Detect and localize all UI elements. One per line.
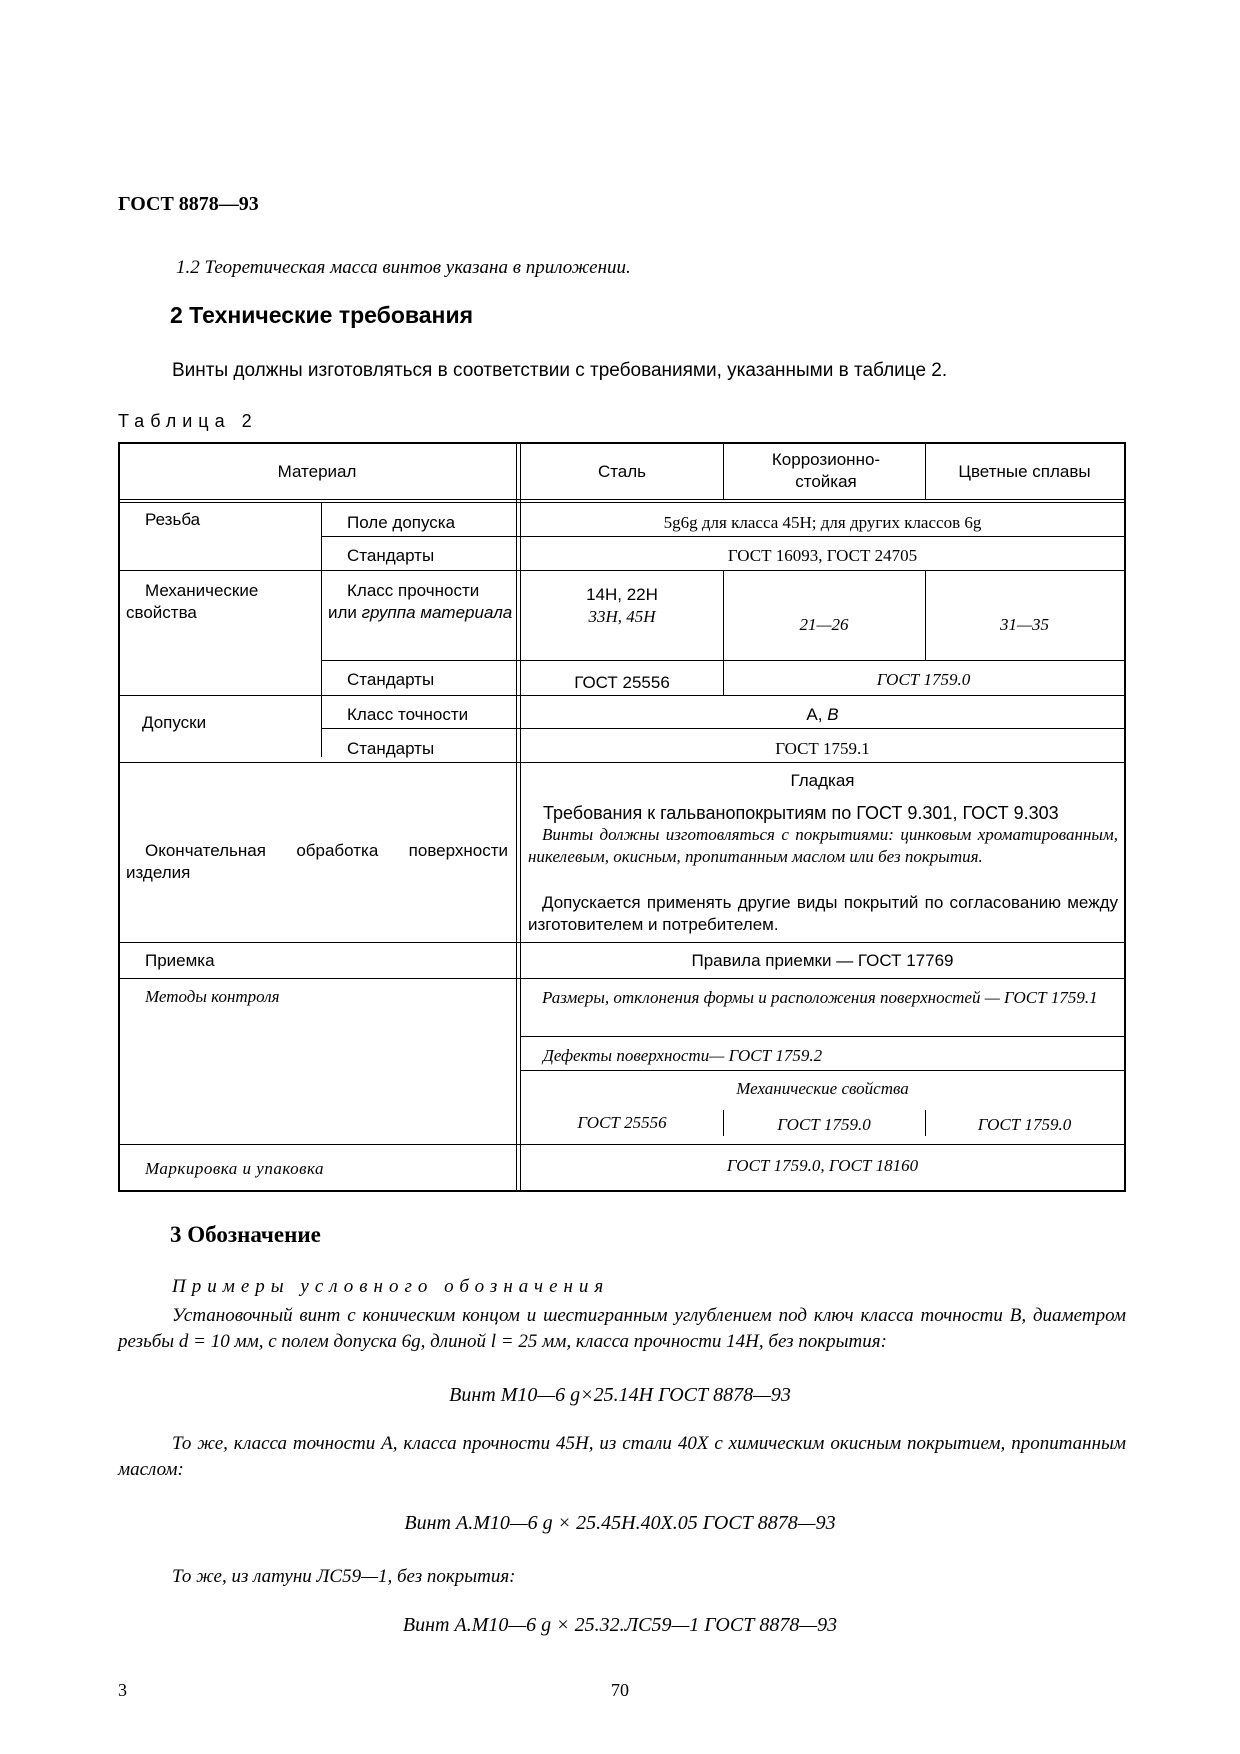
mech-standards-steel: ГОСТ 25556 [574, 673, 670, 692]
col-header-nonferrous: Цветные сплавы [958, 462, 1091, 481]
example-2-text-body: То же, класса точности A, класса прочности 45H, из стали 40Х с химическим окисным покрытием, пропитанным маслом: [118, 1433, 1126, 1480]
section-3-title: 3 Обозначение [170, 1222, 321, 1247]
row-label-control: Методы контроля [145, 987, 280, 1006]
row-label-mechanical [126, 580, 306, 624]
example-3-text: То же, из латуни ЛС59—1, без покрытия: [172, 1566, 516, 1587]
mechanical-label: Механические свойства [126, 581, 259, 622]
table-caption: Таблица 2 [118, 411, 258, 431]
row-label-thread: Резьба [145, 510, 201, 529]
finish-other [528, 892, 1118, 936]
finish-smooth: Гладкая [790, 771, 855, 790]
mech-class-label-3: группа материала [361, 603, 513, 622]
col-header-corrosion: Коррозионно-стойкая [771, 450, 881, 491]
example-1-text [118, 1303, 1126, 1355]
example-2-formula: Винт A.M10—6 g × 25.45H.40X.05 ГОСТ 8878—93 [404, 1512, 836, 1534]
mech-class-label [328, 580, 516, 624]
clause-1-2: 1.2 Теоретическая масса винтов указана в приложении. [176, 257, 631, 278]
col-header-steel: Сталь [597, 462, 647, 481]
mech-steel-2: 33H, 45H [588, 607, 656, 626]
tolerances-accuracy-value [521, 704, 1124, 726]
control-mech-corrosion: ГОСТ 1759.0 [777, 1115, 871, 1134]
section-2-intro: Винты должны изготовляться в соответствии с требованиями, указанными в таблице 2. [172, 360, 948, 381]
tolerances-standards-label: Стандарты [347, 739, 435, 758]
footer-left-number: 3 [118, 1680, 127, 1700]
thread-tol-field-label: Поле допуска [347, 513, 456, 532]
examples-header: Примеры условного обозначения [172, 1276, 610, 1297]
mech-standards-other: ГОСТ 1759.0 [876, 670, 971, 689]
finish-coatings-text: Винты должны изготовляться с покрытиями: цинковым хроматированным, никелевым, окисным, пропитанным маслом или без покрытия. [528, 825, 1118, 866]
example-1-text-body: Установочный винт с коническим концом и шестигранным углублением под ключ класса точности B, диаметром резьбы d = 10 мм, с полем допуска 6g, длиной l = 25 мм, класса прочности 14H, без покрытия: [118, 1305, 1126, 1352]
control-dimensions-text: Размеры, отклонения формы и расположения поверхностей — ГОСТ 1759.1 [542, 988, 1098, 1007]
row-label-acceptance: Приемка [145, 951, 215, 970]
finish-coatings [528, 824, 1118, 868]
section-2-title: 2 Технические требования [170, 302, 473, 328]
row-label-finish [126, 840, 508, 884]
example-2-text [118, 1431, 1126, 1483]
accuracy-a: А, [806, 705, 823, 724]
thread-standards-label: Стандарты [347, 546, 435, 565]
finish-label: Окончательная обработка поверхности изделия [126, 841, 508, 882]
tolerances-accuracy-label: Класс точности [347, 705, 469, 724]
marking-value: ГОСТ 1759.0, ГОСТ 18160 [726, 1156, 919, 1175]
mech-corrosion-value: 21—26 [799, 615, 849, 634]
mech-class-label-2: или [328, 603, 357, 622]
example-3-formula: Винт A.M10—6 g × 25.32.ЛС59—1 ГОСТ 8878—93 [402, 1614, 838, 1636]
control-defects: Дефекты поверхности— ГОСТ 1759.2 [543, 1046, 823, 1065]
acceptance-value: Правила приемки — ГОСТ 17769 [691, 951, 954, 970]
example-1-formula: Винт М10—6 g×25.14H ГОСТ 8878—93 [449, 1384, 791, 1406]
mech-class-label-1: Класс прочности [347, 581, 480, 600]
control-mech-title: Механические свойства [736, 1079, 909, 1098]
requirements-table [118, 442, 1126, 1192]
control-mech-nonferrous: ГОСТ 1759.0 [977, 1115, 1072, 1134]
thread-tol-field-value: 5g6g для класса 45H; для других классов 6g [663, 513, 982, 532]
accuracy-b: B [827, 705, 839, 724]
mech-steel-1: 14H, 22H [586, 585, 658, 604]
row-label-marking: Маркировка и упаковка [145, 1159, 325, 1178]
tolerances-standards-value: ГОСТ 1759.1 [775, 739, 870, 758]
col-header-material: Материал [277, 462, 357, 481]
control-mech-steel: ГОСТ 25556 [577, 1113, 667, 1132]
page-number: 70 [611, 1680, 629, 1700]
row-label-tolerances: Допуски [142, 713, 207, 732]
document-header: ГОСТ 8878—93 [118, 193, 259, 215]
finish-other-text: Допускается применять другие виды покрытий по согласованию между изготовителем и потребителем. [528, 893, 1118, 934]
thread-standards-value: ГОСТ 16093, ГОСТ 24705 [727, 546, 918, 565]
control-dimensions [528, 987, 1118, 1009]
mech-standards-label: Стандарты [347, 670, 435, 689]
mech-nonferrous-value: 31—35 [999, 615, 1050, 634]
finish-galvanic: Требования к гальванопокрытиям по ГОСТ 9.301, ГОСТ 9.303 [543, 803, 1059, 823]
